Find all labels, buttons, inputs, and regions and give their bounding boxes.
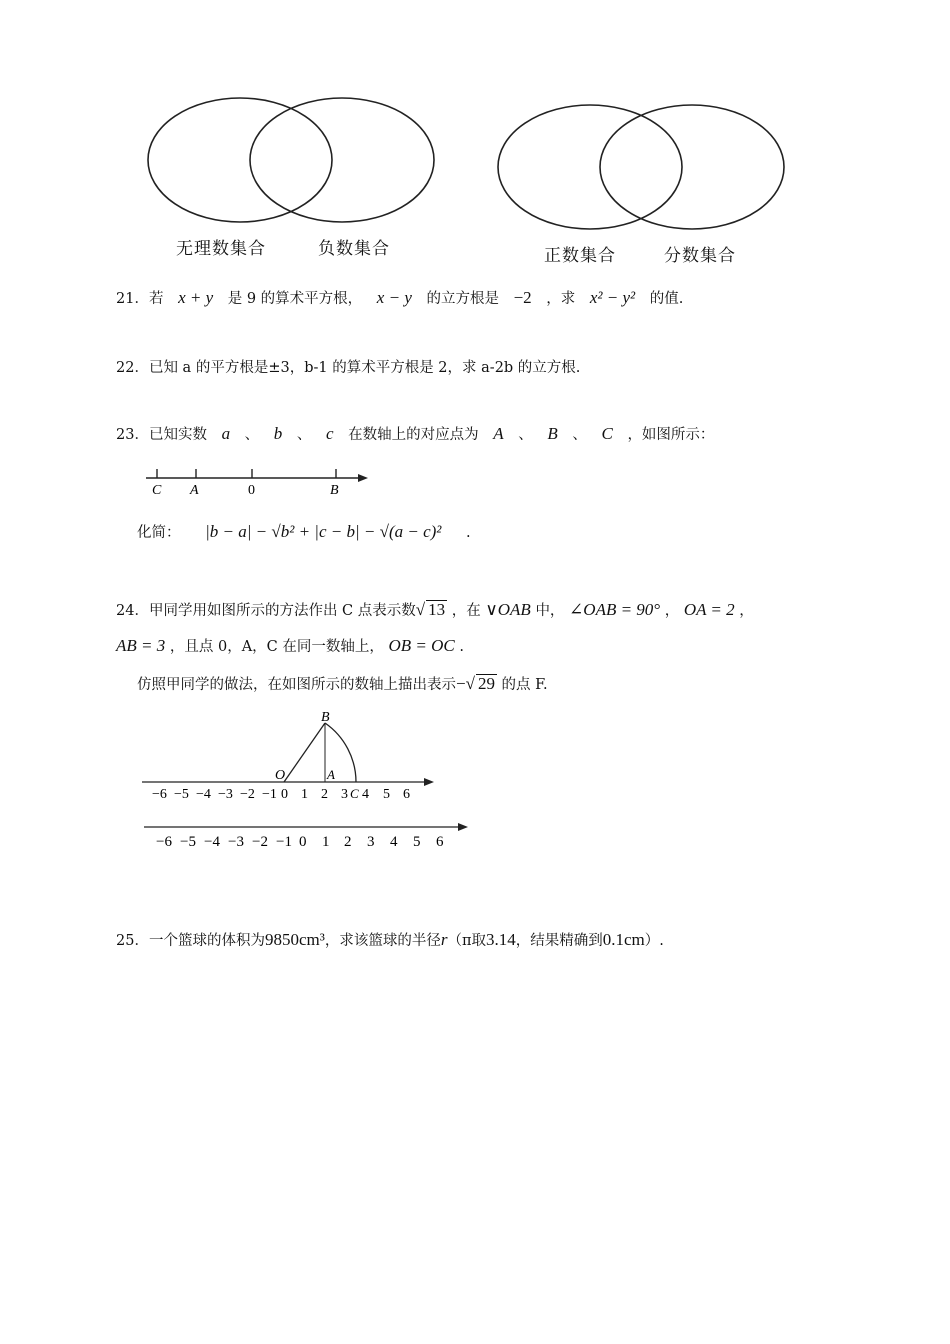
fig1-tick-label: −6 — [152, 787, 167, 802]
question-24-line-1: 24．甲同学用如图所示的方法作出 C 点表示数√ 13 ，在 ∨OAB 中， ∠OAB = 90° ， OA = 2 ， — [116, 600, 754, 619]
fig2-tick-label: 2 — [344, 834, 352, 850]
label-a: A — [327, 767, 335, 782]
question-21: 21．若 x + y 是 9 的算术平方根， x − y 的立方根是 −2 ，求 x² − y² 的值. — [116, 288, 684, 307]
q23-simplify: 化简： |b − a| − √b² + |c − b| − √(a − c)² . — [137, 522, 471, 541]
fig1-tick-label: 5 — [383, 787, 390, 802]
basketball-volume: 9850cm³ — [264, 930, 325, 949]
fig1-axis-arrow — [424, 778, 434, 786]
fig1-tick-label: 2 — [321, 787, 328, 802]
expr-x2-minus-y2: x² − y² — [589, 288, 636, 307]
fig1-tick-label: −3 — [218, 787, 233, 802]
fig1-tick-label: 6 — [403, 787, 410, 802]
fig2-tick-labels — [156, 834, 444, 850]
venn-left-ellipse-2 — [250, 98, 434, 222]
venn-diagrams — [140, 90, 800, 240]
sqrt-29: 29 — [477, 674, 495, 693]
label-o: O — [275, 768, 286, 783]
q23-label-b: B — [330, 483, 339, 498]
q23-number-line — [140, 462, 380, 502]
venn-label-positive: 正数集合 — [544, 246, 616, 266]
venn-label-fraction: 分数集合 — [664, 246, 736, 266]
fig1-tick-label: −4 — [196, 787, 211, 802]
q23-label-a: A — [190, 483, 199, 498]
fig2-tick-label: −6 — [156, 834, 172, 850]
question-22: 22．已知 a 的平方根是±3，b-1 的算术平方根是 2，求 a-2b 的立方根. — [116, 360, 581, 376]
segment-ob — [284, 723, 325, 782]
fig2-tick-label: 6 — [436, 834, 444, 850]
fig1-tick-label: 3 — [341, 787, 348, 802]
venn-right-ellipse-1 — [498, 105, 682, 229]
venn-right-ellipse-2 — [600, 105, 784, 229]
fig1-tick-label: 4 — [362, 787, 369, 802]
q23-label-zero: 0 — [248, 483, 255, 498]
fig1-tick-label: −2 — [240, 787, 255, 802]
question-24-line-2: AB = 3 ，且点 0，A，C 在同一数轴上， OB = OC . — [116, 636, 464, 655]
fig2-tick-label: −3 — [228, 834, 244, 850]
fig2-tick-label: −1 — [276, 834, 292, 850]
venn-label-irrational: 无理数集合 — [176, 239, 266, 259]
fig2-tick-label: 1 — [322, 834, 330, 850]
question-25: 25．一个篮球的体积为9850cm³，求该篮球的半径r（π取3.14，结果精确到0.1cm）. — [116, 930, 664, 949]
label-b: B — [321, 710, 330, 725]
label-c: C — [350, 786, 359, 801]
q24-construction-figure — [140, 704, 450, 804]
expr-x-plus-y: x + y — [178, 288, 214, 307]
question-23: 23．已知实数 a 、 b 、 c 在数轴上的对应点为 A 、 B 、 C ，如图所示： — [116, 424, 715, 443]
q23-expression: |b − a| − √b² + |c − b| − √(a − c)² — [205, 522, 442, 541]
fig1-tick-label: 1 — [301, 787, 308, 802]
fig2-tick-label: 0 — [299, 834, 307, 850]
q24-blank-number-line — [140, 816, 480, 856]
question-24-line-3: 仿照甲同学的做法，在如图所示的数轴上描出表示−√ 29 的点 F. — [137, 674, 548, 693]
value-neg-2: −2 — [513, 288, 532, 307]
sqrt-13: 13 — [428, 600, 446, 619]
fig1-tick-label: 0 — [281, 787, 288, 802]
expr-x-minus-y: x − y — [376, 288, 412, 307]
q23-axis-arrow — [358, 474, 368, 482]
fig2-tick-label: 5 — [413, 834, 421, 850]
venn-label-negative: 负数集合 — [318, 239, 390, 259]
q23-label-c: C — [152, 483, 162, 498]
venn-left-ellipse-1 — [148, 98, 332, 222]
fig1-tick-label: −5 — [174, 787, 189, 802]
fig2-tick-label: −2 — [252, 834, 268, 850]
fig2-axis-arrow — [458, 823, 468, 831]
fig2-tick-label: 3 — [367, 834, 375, 850]
fig2-tick-label: 4 — [390, 834, 398, 850]
fig1-tick-labels — [152, 787, 410, 802]
fig2-tick-label: −4 — [204, 834, 220, 850]
fig1-tick-label: −1 — [262, 787, 277, 802]
fig2-tick-label: −5 — [180, 834, 196, 850]
